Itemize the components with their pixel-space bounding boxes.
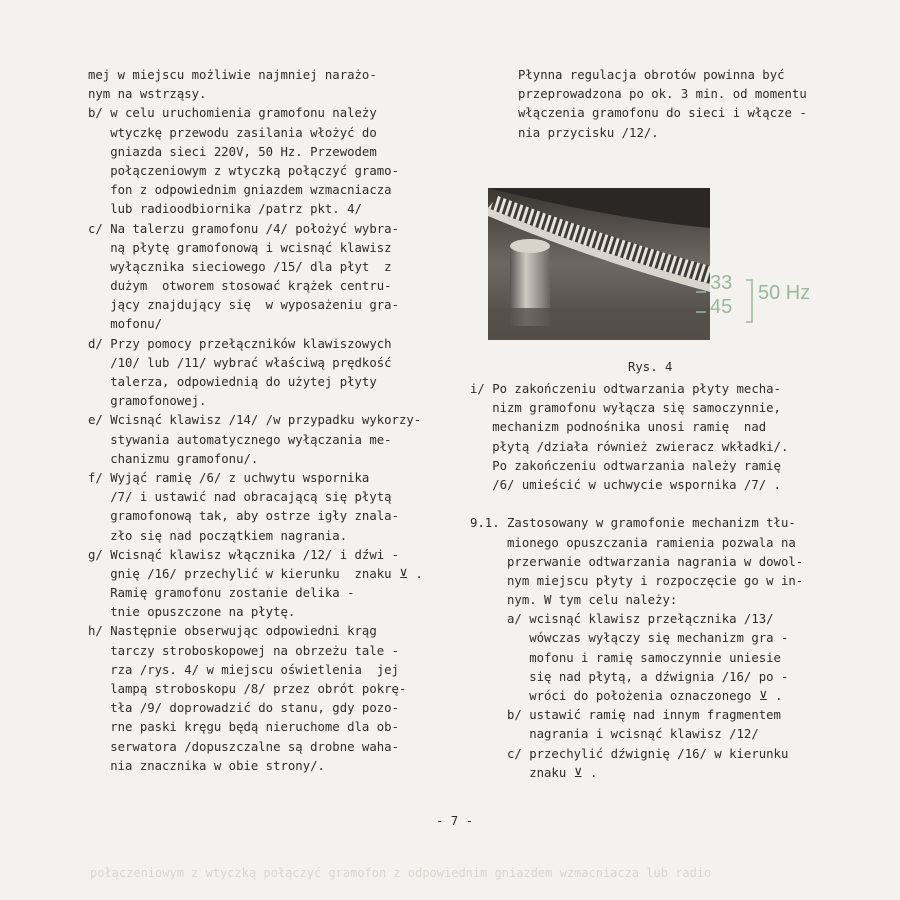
text-line: mechanizm podnośnika unosi ramię nad: [470, 420, 767, 435]
text-line: dużym otworem stosować krążek centru-: [88, 279, 392, 294]
text-line: nizm gramofonu wyłącza się samoczynnie,: [470, 401, 781, 416]
text-line: c/ Na talerzu gramofonu /4/ położyć wybra-: [88, 221, 399, 236]
text-line: się nad płytą, a dźwignia /16/ po -: [470, 669, 789, 684]
text-line: i/ Po zakończeniu odtwarzania płyty mecha-: [470, 382, 781, 396]
text-line: przeprowadzona po ok. 3 min. od momentu: [518, 87, 807, 102]
text-line: mionego opuszczania ramienia pozwala na: [470, 535, 796, 550]
text-line: Ramię gramofonu zostanie delika -: [88, 586, 355, 601]
text-line: c/ przechylić dźwignię /16/ w kierunku: [470, 746, 789, 761]
text-line: płytą /działa również zwieracz wkładki/.: [470, 439, 789, 454]
text-line: /6/ umieścić w uchwycie wspornika /7/ .: [470, 477, 781, 492]
text-line: tnie opuszczone na płytę.: [88, 605, 296, 620]
text-line: mej w miejscu możliwie najmniej narażo-: [88, 68, 377, 82]
text-line: przerwanie odtwarzania nagrania w dowol-: [470, 554, 804, 569]
text-line: włączenia gramofonu do sieci i włącze -: [518, 106, 807, 121]
text-line: znaku ⊻ .: [470, 765, 598, 780]
turntable-photo: [488, 188, 710, 340]
text-line: 9.1. Zastosowany w gramofonie mechanizm tłu-: [470, 516, 796, 531]
text-line: gniazda sieci 220V, 50 Hz. Przewodem: [88, 144, 377, 159]
figure-turntable: [488, 188, 848, 348]
page-number: - 7 -: [436, 814, 474, 828]
text-line: g/ Wcisnąć klawisz włącznika /12/ i dźwi -: [88, 547, 399, 562]
text-line: jący znajdujący się w wyposażeniu gra-: [88, 298, 399, 313]
right-column-bottom: [470, 380, 890, 783]
text-line: lampą stroboskopu /8/ przez obrót pokrę-: [88, 682, 407, 696]
text-line: nym. W tym celu należy:: [470, 593, 678, 608]
text-line: gramofonową tak, aby ostrze igły znala-: [88, 509, 399, 524]
text-line: lub radioodbiornika /patrz pkt. 4/: [88, 202, 362, 217]
text-line: rza /rys. 4/ w miejscu oświetlenia jej: [88, 662, 399, 677]
text-line: stywania automatycznego wyłączania me-: [88, 432, 392, 447]
text-line: tarczy stroboskopowej na obrzeżu tale -: [88, 643, 399, 658]
text-line: fon z odpowiednim gniazdem wzmacniacza: [88, 183, 392, 198]
text-line: b/ ustawić ramię nad innym fragmentem: [470, 708, 781, 723]
text-line: serwatora /dopuszczalne są drobne waha-: [88, 739, 399, 754]
show-through-text: połączeniowym z wtyczką połączyć gramofon z odpowiednim gniazdem wzmacniacza lub radio: [90, 866, 712, 880]
text-line: wyłącznika sieciowego /15/ dla płyt z: [88, 259, 392, 274]
text-line: nia przycisku /12/.: [518, 125, 659, 140]
text-line: nym na wstrząsy.: [88, 87, 207, 102]
right-column-top: [518, 66, 878, 143]
text-line: mofonu/: [88, 317, 163, 332]
text-line: zło się nad początkiem nagrania.: [88, 528, 348, 543]
text-line: nym miejscu płyty i rozpoczęcie go w in-: [470, 573, 804, 588]
text-line: h/ Następnie obserwując odpowiedni krąg: [88, 624, 377, 639]
figure-caption: Rys. 4: [628, 360, 673, 374]
label-45: 45: [710, 296, 733, 318]
left-column: [88, 66, 460, 776]
text-line: chanizmu gramofonu/.: [88, 451, 259, 466]
text-line: e/ Wcisnąć klawisz /14/ /w przypadku wykorzy-: [88, 413, 422, 428]
text-line: mofonu i ramię samoczynnie uniesie: [470, 650, 781, 665]
text-line: tła /9/ doprowadzić do stanu, gdy pozo-: [88, 701, 399, 716]
label-50hz: 50 Hz: [758, 282, 811, 304]
text-line: wróci do położenia oznaczonego ⊻ .: [470, 689, 783, 703]
text-line: ną płytę gramofonową i wcisnąć klawisz: [88, 240, 392, 255]
text-line: gnię /16/ przechylić w kierunku znaku ⊻ .: [88, 566, 423, 581]
text-line: nia znacznika w obie strony/.: [88, 758, 325, 773]
text-line: /7/ i ustawić nad obracającą się płytą: [88, 490, 392, 505]
text-line: wówczas wyłączy się mechanizm gra -: [470, 631, 789, 646]
text-line: d/ Przy pomocy przełączników klawiszowych: [88, 336, 392, 351]
text-line: gramofonowej.: [88, 394, 207, 409]
text-line: wtyczkę przewodu zasilania włożyć do: [88, 125, 377, 140]
text-line: f/ Wyjąć ramię /6/ z uchwytu wspornika: [88, 470, 370, 485]
text-line: połączeniowym z wtyczką połączyć gramo-: [88, 163, 399, 178]
text-line: a/ wcisnąć klawisz przełącznika /13/: [470, 612, 774, 627]
label-33: 33: [710, 272, 733, 294]
text-line: b/ w celu uruchomienia gramofonu należy: [88, 106, 377, 121]
text-line: talerza, odpowiednią do użytej płyty: [88, 375, 377, 389]
text-line: Po zakończeniu odtwarzania należy ramię: [470, 458, 781, 473]
strobe-ring-photo: [488, 188, 710, 340]
text-line: Płynna regulacja obrotów powinna być: [518, 68, 785, 82]
text-line: rne paski kręgu będą nieruchome dla ob-: [88, 720, 399, 735]
text-line: [470, 495, 890, 514]
text-line: nagrania i wcisnąć klawisz /12/: [470, 727, 759, 742]
text-line: /10/ lub /11/ wybrać właściwą prędkość: [88, 355, 392, 370]
